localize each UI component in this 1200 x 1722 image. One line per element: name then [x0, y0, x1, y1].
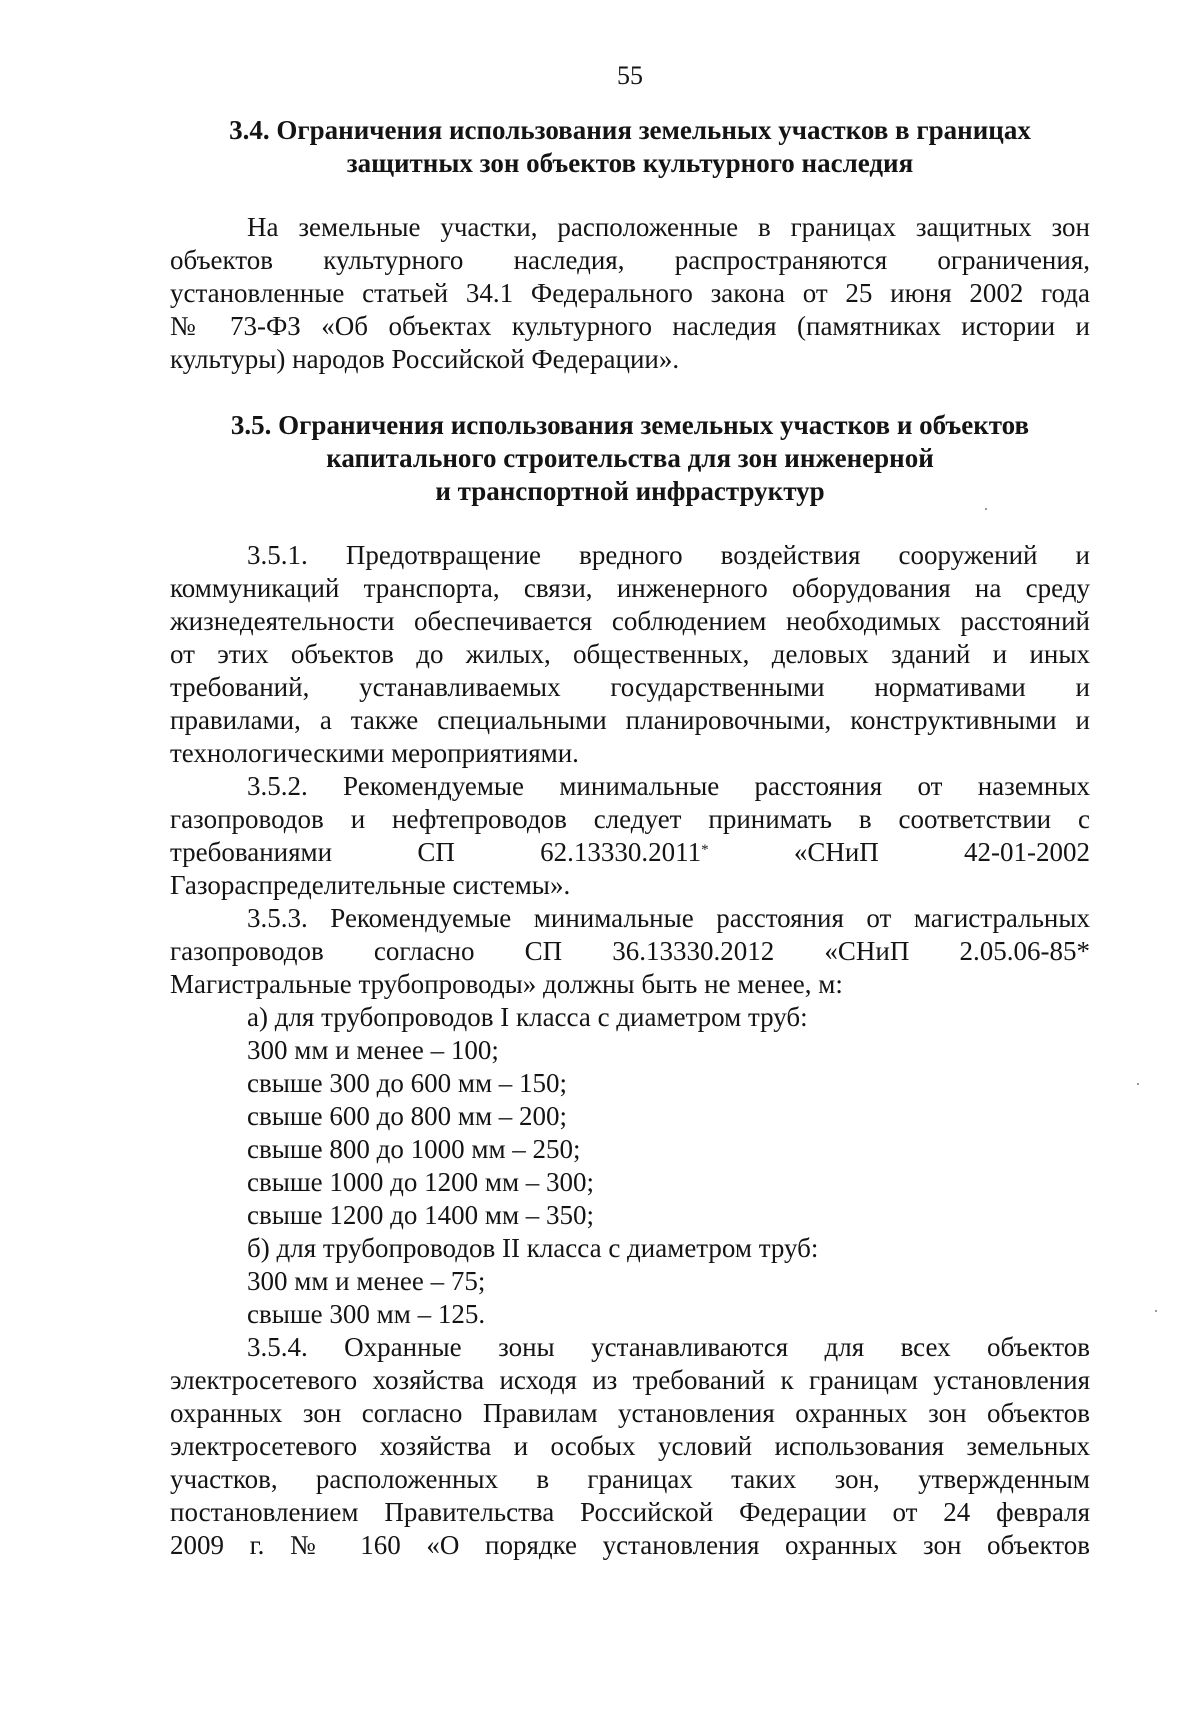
text-line: 2009 г. № 160 «О порядке установления охранных зон объектов: [170, 1530, 1090, 1560]
list-item: 300 мм и менее – 100;: [247, 1035, 499, 1065]
pipeline-distance-list: [170, 1001, 1090, 1331]
standard-code: 62.13330.2011*: [540, 837, 709, 867]
list-item: свыше 600 до 800 мм – 200;: [247, 1101, 568, 1131]
document-page: [170, 60, 1090, 1562]
list-item: свыше 800 до 1000 мм – 250;: [247, 1134, 581, 1164]
text-line: 3.5.1. Предотвращение вредного воздействия сооружений и: [247, 540, 1090, 570]
text-line: электросетевого хозяйства исходя из требований к границам установления: [170, 1365, 1090, 1395]
text-line: установленные статьей 34.1 Федерального закона от 25 июня 2002 года: [170, 278, 1090, 308]
text-word: «СНиП: [824, 936, 910, 966]
text-line: технологическими мероприятиями.: [170, 738, 579, 768]
heading-line: и транспортной инфраструктур: [435, 476, 825, 506]
text-line: постановлением Правительства Российской Федерации от 24 февраля: [170, 1497, 1090, 1527]
asterisk-mark: *: [701, 842, 709, 858]
text-line: объектов культурного наследия, распространяются ограничения,: [170, 245, 1090, 275]
text-line: газопроводов и нефтепроводов следует принимать в соответствии с: [170, 804, 1090, 834]
list-title: б) для трубопроводов II класса с диаметром труб:: [247, 1233, 819, 1263]
text-line: Газораспределительные системы».: [170, 870, 571, 900]
text-word: СП: [524, 936, 563, 966]
text-line: 3.5.3. Рекомендуемые минимальные расстояния от магистральных: [247, 903, 1090, 933]
heading-line: 3.4. Ограничения использования земельных участков в границах: [229, 115, 1031, 145]
text-line: жизнедеятельности обеспечивается соблюдением необходимых расстояний: [170, 606, 1090, 636]
heading-line: 3.5. Ограничения использования земельных участков и объектов: [230, 410, 1030, 440]
paragraph-3-5-4: [170, 1331, 1090, 1562]
text-line: от этих объектов до жилых, общественных, деловых зданий и иных: [170, 639, 1090, 669]
text-word: «СНиП: [793, 837, 879, 867]
text-line: охранных зон согласно Правилам установления охранных зон объектов: [170, 1398, 1090, 1428]
paragraph-3-5-3: [170, 902, 1090, 1001]
standard-reference-row: [170, 836, 1090, 869]
text-line: 3.5.2. Рекомендуемые минимальные расстояния от наземных: [247, 771, 1090, 801]
heading-line: капитального строительства для зон инженерной: [326, 443, 934, 473]
page-number: 55: [617, 61, 643, 90]
text-line: правилами, а также специальными планировочными, конструктивными и: [170, 705, 1090, 735]
list-item: свыше 300 мм – 125.: [247, 1299, 486, 1329]
text-line: участков, расположенных в границах таких зон, утвержденным: [170, 1464, 1090, 1494]
paragraph-3-5-2: [170, 770, 1090, 902]
text-word: 42-01-2002: [964, 837, 1090, 867]
list-title: а) для трубопроводов I класса с диаметром труб:: [247, 1002, 808, 1032]
scan-speck: [1155, 1310, 1157, 1312]
text-word: 36.13330.2012: [612, 936, 775, 966]
text-line: культуры) народов Российской Федерации».: [170, 344, 680, 374]
section-3-4-body: [170, 211, 1090, 376]
text-line: электросетевого хозяйства и особых условий использования земельных: [170, 1431, 1090, 1461]
text-word: согласно: [373, 936, 475, 966]
heading-line: защитных зон объектов культурного наследия: [346, 148, 914, 178]
text-line: № 73-ФЗ «Об объектах культурного наследия (памятниках истории и: [170, 311, 1090, 341]
paragraph-3-5-1: [170, 539, 1090, 770]
list-item: свыше 1000 до 1200 мм – 300;: [247, 1167, 595, 1197]
text-line: требований, устанавливаемых государственными нормативами и: [170, 672, 1090, 702]
text-word: газопроводов: [170, 936, 324, 966]
text-word: требованиями: [170, 837, 333, 867]
text-line: 3.5.4. Охранные зоны устанавливаются для всех объектов: [247, 1332, 1090, 1362]
text-line: На земельные участки, расположенные в границах защитных зон: [247, 212, 1090, 242]
scan-speck: [1137, 1083, 1139, 1085]
text-word: 2.05.06-85*: [959, 936, 1090, 966]
scan-speck: [985, 508, 987, 510]
section-3-4-heading: [170, 114, 1090, 180]
text-line: Магистральные трубопроводы» должны быть не менее, м:: [170, 969, 843, 999]
list-item: свыше 300 до 600 мм – 150;: [247, 1068, 568, 1098]
text-word: СП: [417, 837, 455, 867]
standard-reference-row: [170, 935, 1090, 968]
text-line: коммуникаций транспорта, связи, инженерного оборудования на среду: [170, 573, 1090, 603]
list-item: свыше 1200 до 1400 мм – 350;: [247, 1200, 595, 1230]
section-3-5-heading: [170, 409, 1090, 508]
list-item: 300 мм и менее – 75;: [247, 1266, 486, 1296]
